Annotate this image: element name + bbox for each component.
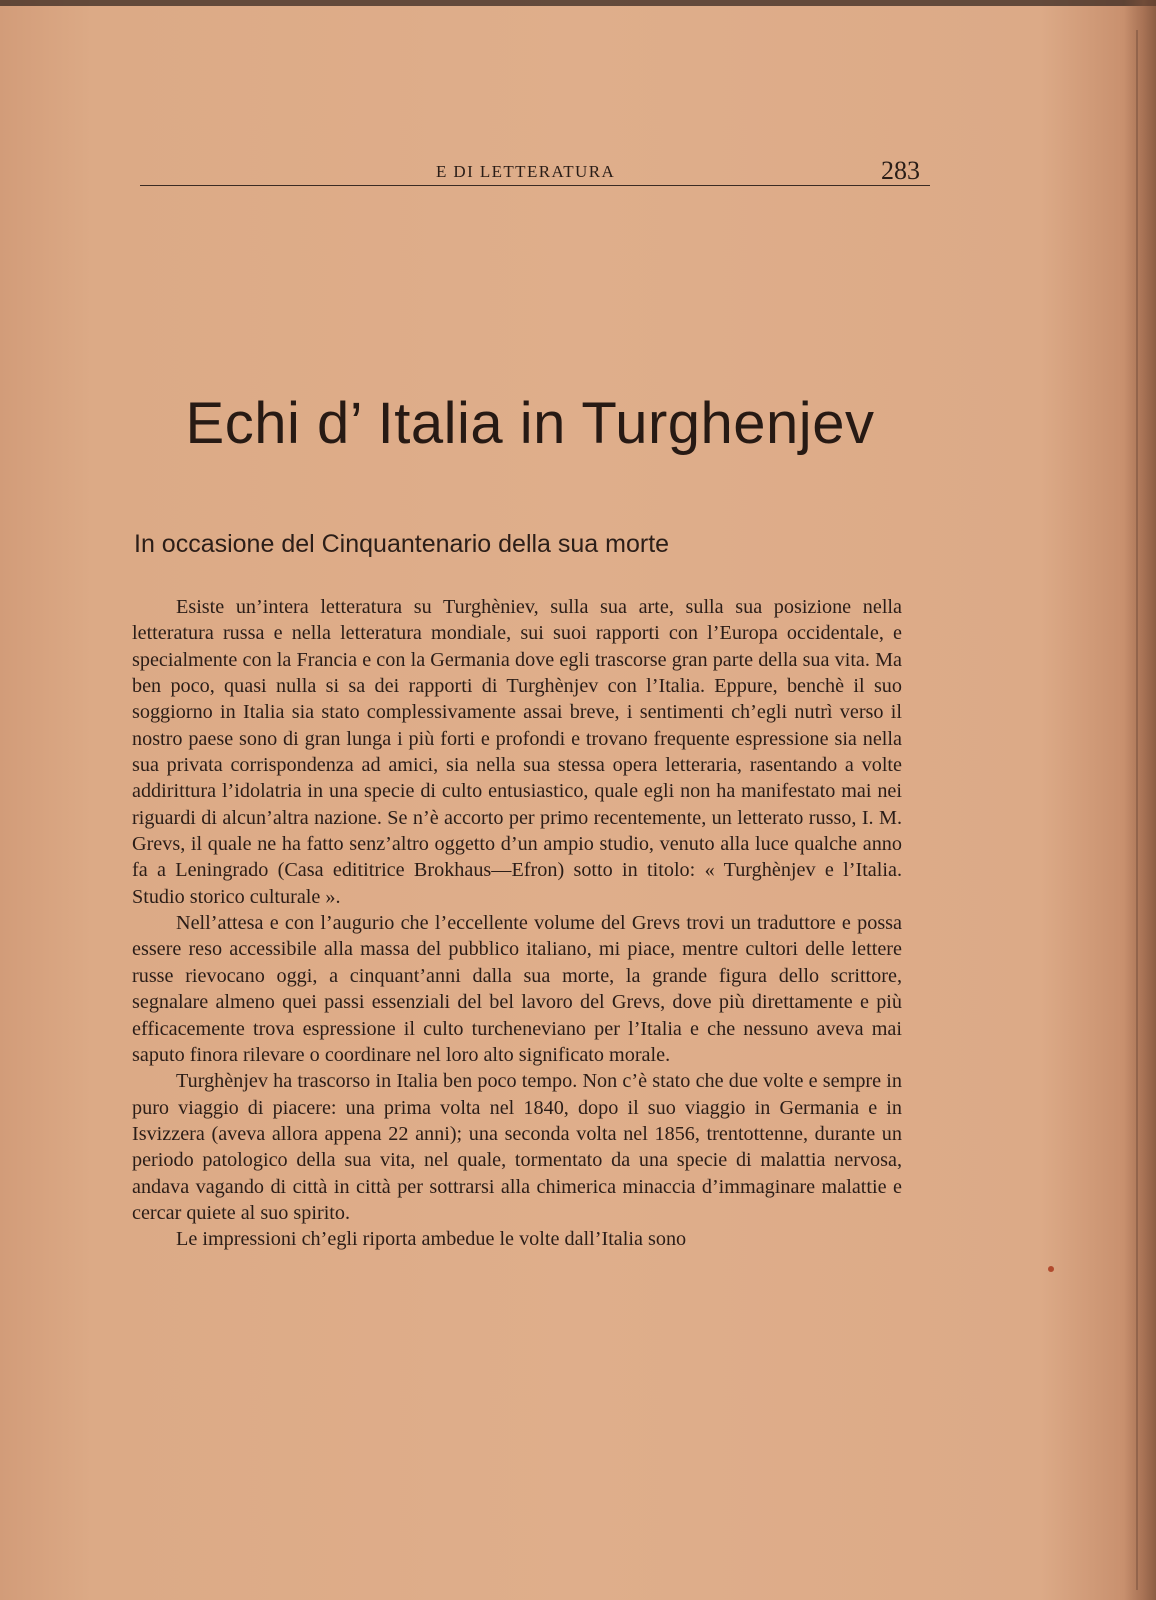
- paragraph: Turghènjev ha trascorso in Italia ben poco tempo. Non c’è stato che due volte e sempre in puro viaggio di piacere: una prima volta nel 1840, dopo il suo viaggio in Germania e in Isvizzera (aveva allora appena 22 anni); una seconda volta nel 1856, trentottenne, durante un periodo patologico della sua vita, nel quale, tormentato da una specie di malattia nervosa, andava vagando di città in città per sottrarsi alla chimerica minaccia d’immaginare malattie e cercar quiete al suo spirito.: [132, 1070, 902, 1224]
- ink-spot: [1048, 1266, 1054, 1272]
- paragraph: Le impressioni ch’egli riporta ambedue le volte dall’Italia sono: [176, 1228, 687, 1251]
- article-body: [132, 594, 902, 1253]
- page-top-shadow: [0, 0, 1156, 6]
- header-rule: [140, 185, 930, 186]
- article-subtitle: In occasione del Cinquantenario della sua morte: [134, 530, 670, 558]
- page-edge-line: [1136, 30, 1138, 1590]
- running-head: [140, 156, 930, 202]
- running-title: E DI LETTERATURA: [436, 162, 616, 181]
- page-gutter-edge: [1124, 0, 1156, 1600]
- page-number: 283: [881, 156, 920, 185]
- article-title: Echi d’ Italia in Turghenjev: [185, 391, 875, 456]
- paragraph: Nell’attesa e con l’augurio che l’eccellente volume del Grevs trovi un traduttore e possa essere reso accessibile alla massa del pubblico italiano, mi piace, mentre cultori delle lettere russe rievocano oggi, a cinquant’anni dalla sua morte, la grande figura dello scrittore, segnalare almeno quei passi essenziali del bel lavoro del Grevs, dove più direttamente e più efficacemente trova espressione il culto turcheneviano per l’Italia e che nessuno aveva mai saputo finora rilevare o coordinare nel loro alto significato morale.: [132, 912, 902, 1066]
- paragraph: Esiste un’intera letteratura su Turghèniev, sulla sua arte, sulla sua posizione nella letteratura russa e nella letteratura mondiale, sui suoi rapporti con l’Europa occidentale, e specialmente con la Francia e con la Germania dove egli trascorse gran parte della sua vita. Ma ben poco, quasi nulla si sa dei rapporti di Turghènjev con l’Italia. Eppure, benchè il suo soggiorno in Italia sia stato complessivamente assai breve, i sentimenti ch’egli nutrì verso il nostro paese sono di gran lunga i più forti e profondi e trovano frequente espressione sia nella sua privata corrispondenza ad amici, sia nella sua stessa opera letteraria, rasentando a volte addirittura l’idolatria in una specie di culto entusiastico, quale egli non ha manifestato mai nei riguardi di alcun’altra nazione. Se n’è accorto per primo recentemente, un letterato russo, I. M. Grevs, il quale ne ha fatto senz’altro oggetto d’un ampio studio, venuto alla luce qualche anno fa a Leningrado (Casa edititrice Brokhaus—Efron) sotto in titolo: « Turghènjev e l’Italia. Studio storico culturale ».: [132, 596, 902, 908]
